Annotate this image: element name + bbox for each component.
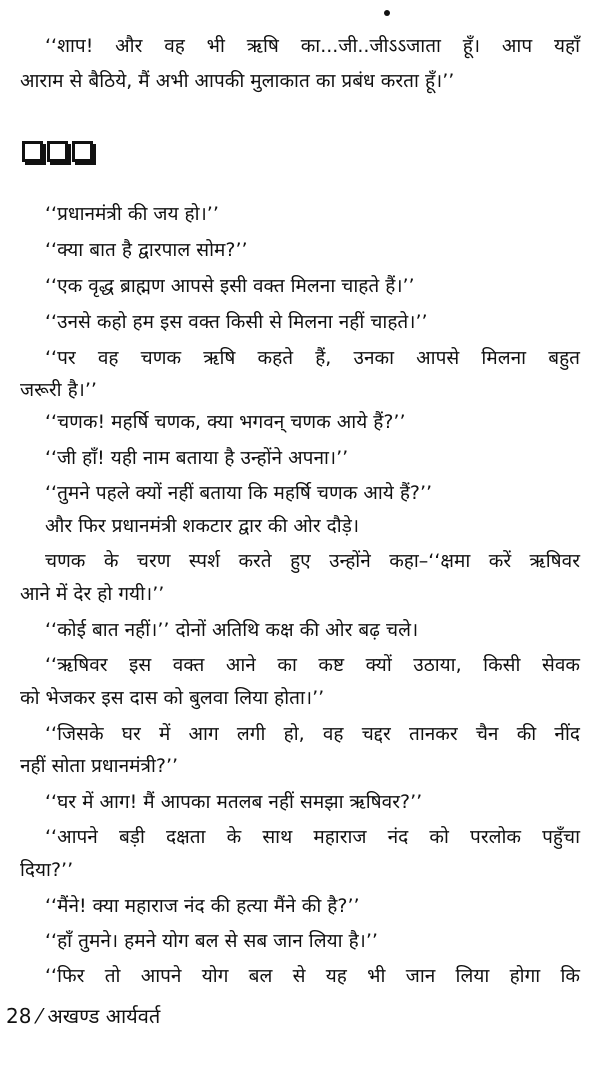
dialogue-line: ‘‘जी हाँ! यही नाम बताया है उन्होंने अपना।’’ — [45, 447, 349, 469]
separator-box-icon — [22, 141, 43, 162]
dialogue-line: ‘‘ऋषिवर इस वक्त आने का कष्ट क्यों उठाया, किसी सेवक — [45, 654, 580, 676]
paragraph-line: आराम से बैठिये, मैं अभी आपकी मुलाकात का प्रबंध करता हूँ।’’ — [20, 70, 455, 92]
dialogue-line: ‘‘उनसे कहो हम इस वक्त किसी से मिलना नहीं चाहते।’’ — [45, 311, 428, 333]
page-footer: 28 ⁄ अखण्ड आर्यवर्त — [6, 1004, 161, 1028]
dialogue-line: ‘‘एक वृद्ध ब्राह्मण आपसे इसी वक्त मिलना चाहते हैं।’’ — [45, 275, 415, 297]
dialogue-line: ‘‘कोई बात नहीं।’’ दोनों अतिथि कक्ष की ओर बढ़ चले। — [45, 619, 419, 641]
dialogue-line: ‘‘आपने बड़ी दक्षता के साथ महाराज नंद को परलोक पहुँचा — [45, 826, 580, 848]
narration-line: आने में देर हो गयी।’’ — [20, 583, 165, 605]
dialogue-line: ‘‘पर वह चणक ऋषि कहते हैं, उनका आपसे मिलना बहुत — [45, 347, 580, 369]
dialogue-line: ‘‘तुमने पहले क्यों नहीं बताया कि महर्षि चणक आये हैं?’’ — [45, 482, 433, 504]
dialogue-line: ‘‘जिसके घर में आग लगी हो, वह चद्दर तानकर चैन की नींद — [45, 723, 580, 745]
dialogue-line: ‘‘मैंने! क्या महाराज नंद की हत्या मैंने की है?’’ — [45, 895, 360, 917]
dialogue-line: जरूरी है।’’ — [20, 379, 97, 401]
dialogue-line: को भेजकर इस दास को बुलवा लिया होता।’’ — [20, 687, 325, 709]
dialogue-line: ‘‘प्रधानमंत्री की जय हो।’’ — [45, 203, 219, 225]
dialogue-line: नहीं सोता प्रधानमंत्री?’’ — [20, 755, 179, 777]
dialogue-line: ‘‘चणक! महर्षि चणक, क्या भगवन् चणक आये हैं?’’ — [45, 411, 406, 433]
dialogue-line: ‘‘घर में आग! मैं आपका मतलब नहीं समझा ऋषिवर?’’ — [45, 791, 423, 813]
narration-line: और फिर प्रधानमंत्री शकटार द्वार की ओर दौड़े। — [45, 515, 360, 537]
dialogue-line: दिया?’’ — [20, 859, 74, 881]
separator-box-icon — [72, 141, 93, 162]
dialogue-line: ‘‘क्या बात है द्वारपाल सोम?’’ — [45, 239, 248, 261]
separator-box-icon — [47, 141, 68, 162]
section-separator — [22, 141, 93, 162]
dialogue-line: ‘‘फिर तो आपने योग बल से यह भी जान लिया होगा कि — [45, 965, 580, 987]
ink-speck — [384, 10, 390, 16]
dialogue-line: ‘‘हाँ तुमने। हमने योग बल से सब जान लिया है।’’ — [45, 930, 378, 952]
narration-line: चणक के चरण स्पर्श करते हुए उन्होंने कहा–‘‘क्षमा करें ऋषिवर — [45, 550, 580, 572]
paragraph-line: ‘‘शाप! और वह भी ऋषि का...जी..जीऽऽजाता हूँ। आप यहाँ — [45, 35, 580, 57]
